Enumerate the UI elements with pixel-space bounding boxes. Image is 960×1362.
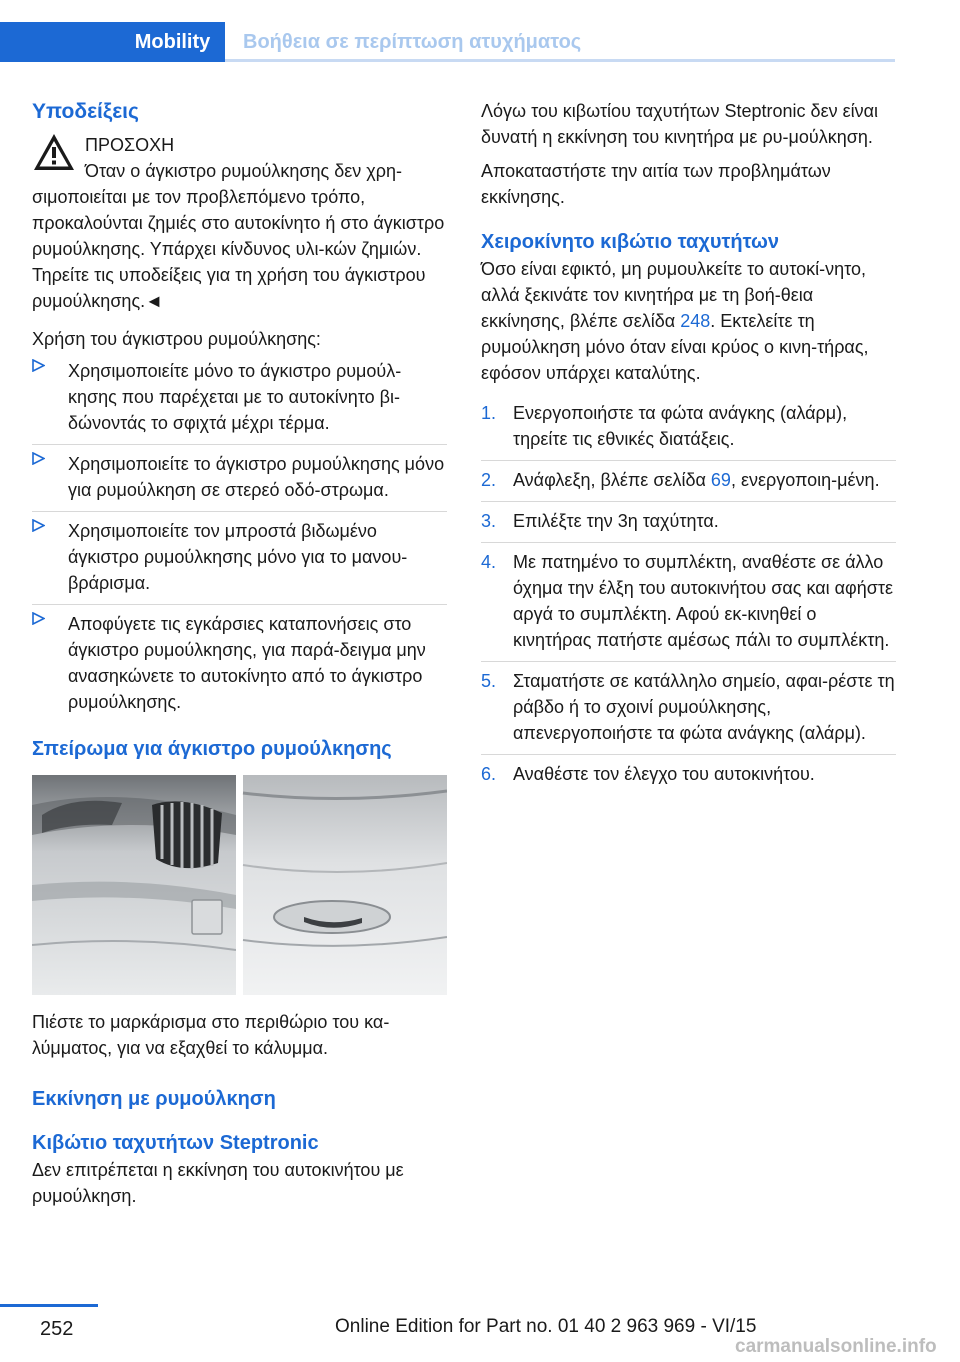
- watermark: carmanualsonline.info: [735, 1336, 937, 1357]
- list-item: [481, 661, 896, 754]
- step-text: [513, 461, 896, 501]
- page-link-69[interactable]: 69: [710, 470, 731, 490]
- heading-hints: Υποδείξεις: [32, 100, 139, 123]
- step-text: Επιλέξτε την 3η ταχύτητα.: [513, 511, 719, 531]
- list-item: [481, 501, 896, 542]
- step-number: 6.: [481, 764, 497, 784]
- heading-tow-start: Εκκίνηση με ρυμούλκηση: [32, 1088, 276, 1110]
- tow-start-steps: [481, 394, 896, 795]
- header-tab-mobility[interactable]: Mobility: [134, 31, 211, 53]
- bullet-text: Χρησιμοποιείτε τον μπροστά βιδωμένο άγκιστρο ρυμούλκησης μόνο για το μανου‐βράρισμα.: [68, 521, 408, 593]
- list-item: [32, 511, 447, 604]
- step-number: 3.: [481, 511, 497, 531]
- step-text: Αναθέστε τον έλεγχο του αυτοκινήτου.: [513, 764, 815, 784]
- step-text-a: Ανάφλεξη, βλέπε σελίδα: [513, 470, 711, 490]
- manual-intro-text-a: Όσο είναι εφικτό, μη ρυμουλκείτε το αυτοκί‐νητο, αλλά ξεκινάτε τον κινητήρα με τη βοή‐θεια εκκίνησης, βλέπε σελίδα: [481, 259, 867, 331]
- tow-hook-cover-illustration: [32, 775, 447, 995]
- step-text-b: , ενεργοποιη‐μένη.: [730, 470, 880, 490]
- manual-intro-text-b: . Εκτελείτε τη ρυμούλκηση μόνο όταν είναι κρύος ο κινη‐τήρας, εφόσον υπάρχει καταλύτης.: [481, 311, 869, 383]
- warning-title: ΠΡΟΣΟΧΗ: [85, 135, 175, 155]
- kidney-grille: [152, 801, 222, 869]
- triangle-bullet-icon: [32, 519, 45, 532]
- page-link-248[interactable]: 248: [680, 311, 711, 331]
- steptronic-text: Δεν επιτρέπεται η εκκίνηση του αυτοκινήτου με ρυμούλκηση.: [32, 1160, 404, 1206]
- list-item: [481, 394, 896, 460]
- triangle-bullet-icon: [32, 359, 45, 372]
- triangle-bullet-icon: [32, 452, 45, 465]
- car-front-bumper-photo: [32, 775, 447, 995]
- step-number: 4.: [481, 552, 497, 572]
- bullet-text: Χρησιμοποιείτε μόνο το άγκιστρο ρυμούλ‐κησης που παρέχεται με το αυτοκίνητο βι‐δώνοντάς το σφιχτά μέχρι τέρμα.: [68, 361, 402, 433]
- list-item: [481, 542, 896, 661]
- list-item: [32, 444, 447, 511]
- warning-triangle-icon: [32, 132, 76, 172]
- step-number: 1.: [481, 403, 497, 423]
- heading-steptronic: Κιβώτιο ταχυτήτων Steptronic: [32, 1132, 319, 1154]
- step-number: 2.: [481, 470, 497, 490]
- warning-body: σιμοποιείται με τον προβλεπόμενο τρόπο, προκαλούνται ζημιές στο αυτοκίνητο ή στο άγκιστρο ρυμούλκησης. Υπάρχει κίνδυνος υλι‐κών ζημιών. Τηρείτε τις υποδείξεις για τη χρήση του άγκιστρου ρυμούλκησης.◄: [32, 187, 445, 311]
- header-underline: [225, 59, 895, 62]
- manual-intro: [481, 256, 896, 386]
- steptronic-paragraph-2: Αποκαταστήστε την αιτία των προβλημάτων εκκίνησης.: [481, 161, 831, 207]
- footer-accent-line: [0, 1304, 98, 1307]
- edition-note: Online Edition for Part no. 01 40 2 963 969 - VI/15: [335, 1316, 757, 1337]
- page-header: [0, 0, 960, 62]
- right-column: [481, 98, 896, 795]
- usage-bullet-list: [32, 352, 447, 723]
- page-number: 252: [40, 1318, 74, 1340]
- image-caption: Πιέστε το μαρκάρισμα στο περιθώριο του κα‐λύμματος, για να εξαχθεί το κάλυμμα.: [32, 1012, 390, 1058]
- triangle-bullet-icon: [32, 612, 45, 625]
- list-item: [32, 604, 447, 723]
- list-item: [481, 460, 896, 501]
- step-text: Σταματήστε σε κατάλληλο σημείο, αφαι‐ρέστε τη ράβδο ή το σχοινί ρυμούλκησης, απενεργοποιήστε τα φώτα ανάγκης (αλάρμ).: [513, 671, 895, 743]
- list-item: [32, 352, 447, 444]
- left-column: [32, 98, 447, 1209]
- bullet-text: Αποφύγετε τις εγκάρσιες καταπονήσεις στο άγκιστρο ρυμούλκησης, για παρά‐δειγμα μην ανασηκώνετε το αυτοκίνητο από το άγκιστρο ρυμούλκησης.: [68, 614, 426, 712]
- steptronic-paragraph-1: Λόγω του κιβωτίου ταχυτήτων Steptronic δεν είναι δυνατή η εκκίνηση του κινητήρα με ρυ‐μούλκηση.: [481, 101, 879, 147]
- warning-first-line: Όταν ο άγκιστρο ρυμούλκησης δεν χρη‐: [85, 161, 402, 181]
- usage-intro: Χρήση του άγκιστρου ρυμούλκησης:: [32, 329, 321, 349]
- tow-eye-cover: [274, 901, 390, 933]
- step-text: Με πατημένο το συμπλέκτη, αναθέστε σε άλλο όχημα την έλξη του αυτοκινήτου σας και αφήστε αργά το συμπλέκτη. Αφού εκ‐κινηθεί ο κινητήρας πατήστε αμέσως πάλι το συμπλέκτη.: [513, 552, 893, 650]
- bullet-text: Χρησιμοποιείτε το άγκιστρο ρυμούλκησης μόνο για ρυμούλκηση σε στερεό οδό‐στρωμα.: [68, 454, 445, 500]
- heading-manual-gearbox: Χειροκίνητο κιβώτιο ταχυτήτων: [481, 231, 780, 253]
- header-section-title[interactable]: Βοήθεια σε περίπτωση ατυχήματος: [243, 31, 582, 53]
- warning-block: [32, 132, 447, 314]
- heading-tow-thread: Σπείρωμα για άγκιστρο ρυμούλκησης: [32, 738, 392, 760]
- step-number: 5.: [481, 671, 497, 691]
- list-item: [481, 754, 896, 795]
- step-text: Ενεργοποιήστε τα φώτα ανάγκης (αλάρμ), τηρείτε τις εθνικές διατάξεις.: [513, 403, 848, 449]
